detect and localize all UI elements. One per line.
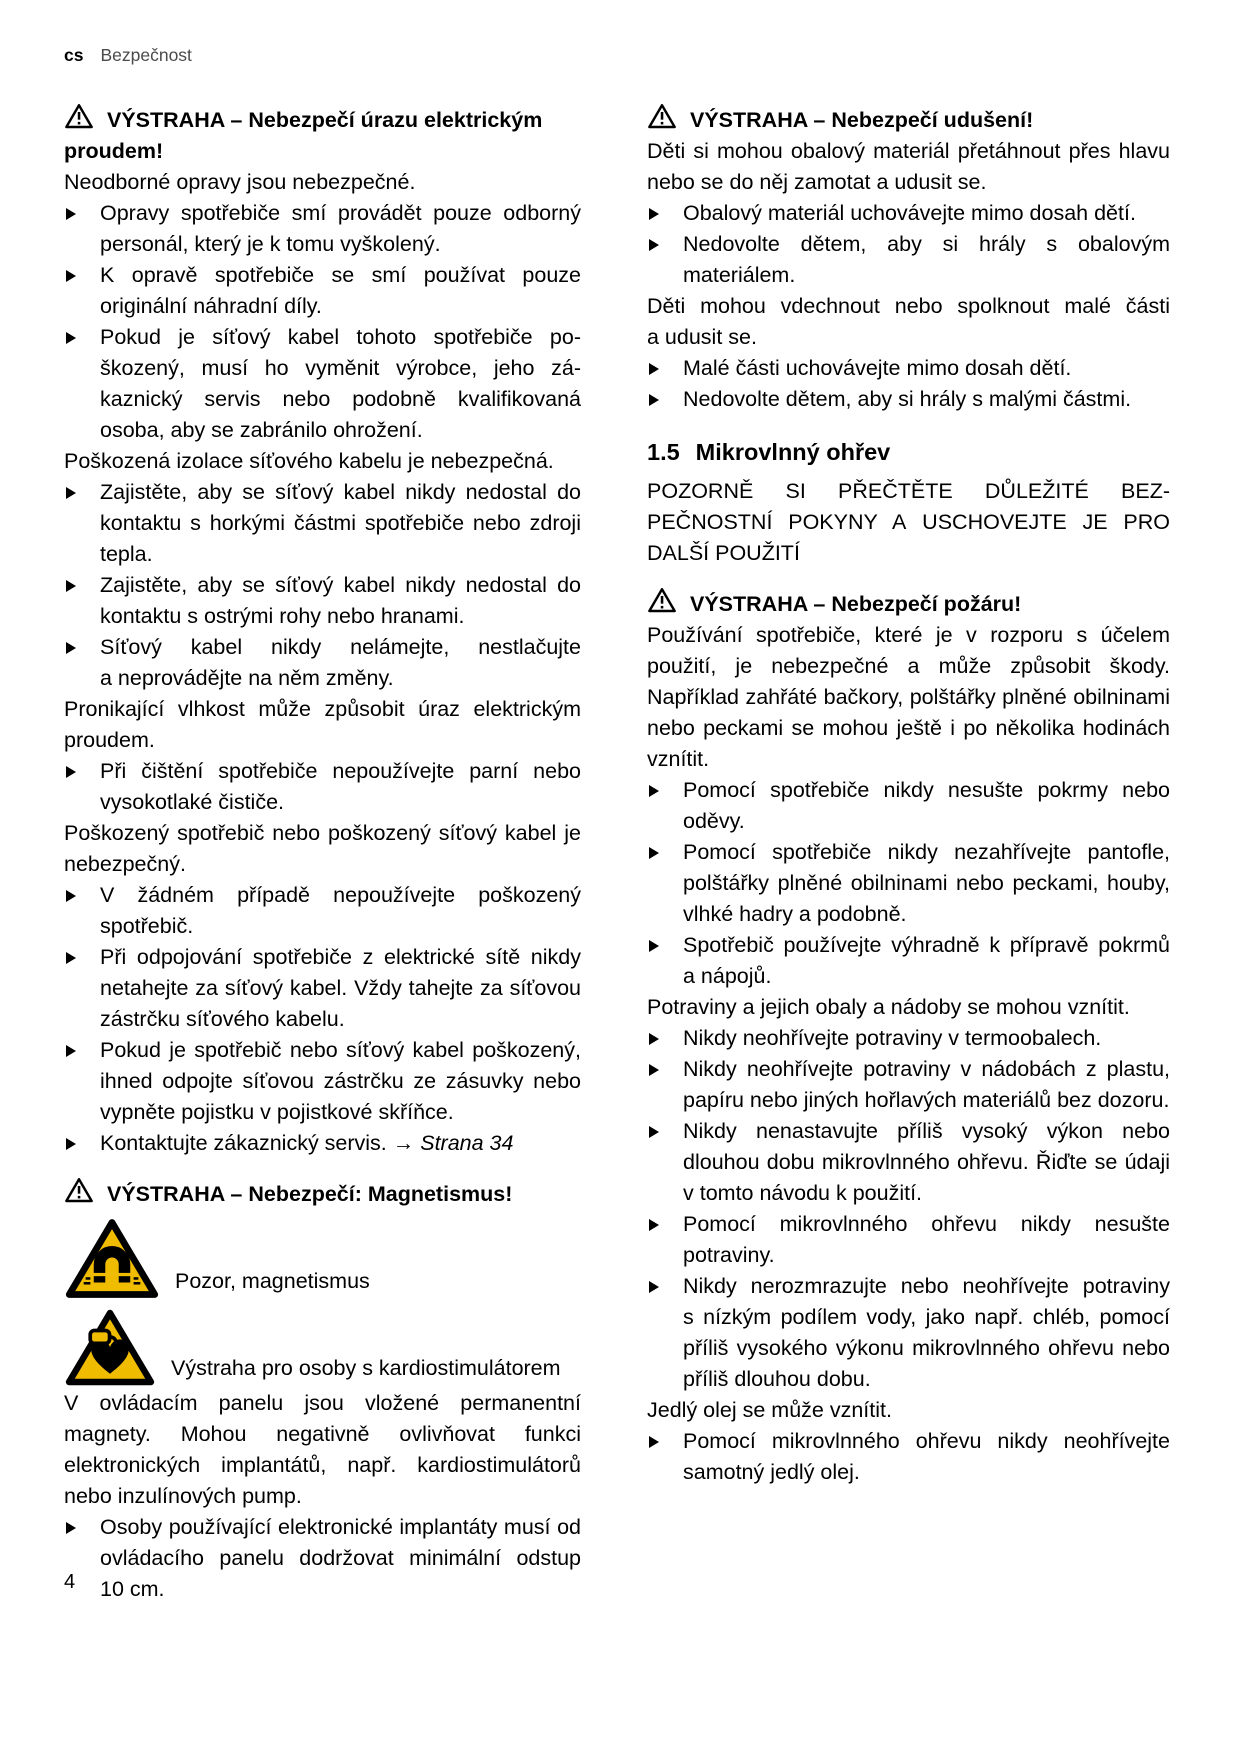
warning-heading: [647, 586, 1170, 620]
bullet-item: [64, 477, 581, 570]
warning-heading-text: VÝSTRAHA – Nebezpečí udušení!: [690, 108, 1034, 132]
bullet-item: [647, 1054, 1170, 1116]
body-paragraph: Děti si mohou obalový materiál přetáhnout přes hlavu nebo se do něj zamotat a udusit se.: [647, 139, 1170, 194]
bullet-item: [64, 1128, 581, 1159]
icon-note-text: Pozor, magnetismus: [175, 1269, 370, 1293]
bullet-text: Nikdy nenastavujte příliš vysoký výkon nebo dlouhou dobu mikrovlnného ohřevu. Řiďte se údaji v tomto návodu k použití.: [683, 1119, 1170, 1205]
warning-heading: [64, 1176, 581, 1210]
bullet-item: [647, 1426, 1170, 1488]
bullet-marker-icon: [649, 1033, 659, 1045]
bullet-marker-icon: [649, 363, 659, 375]
icon-note: [64, 1216, 581, 1301]
warning-heading: [647, 102, 1170, 136]
warning-heading: [64, 102, 581, 167]
bullet-text: Pomocí spotřebiče nikdy nesušte pokrmy nebo oděvy.: [683, 778, 1170, 833]
body-paragraph: V ovládacím panelu jsou vložené permanentní magnety. Mohou negativně ovlivňovat funkci elektronických implantátů, např. kardiostimulátorů nebo inzulínových pump.: [64, 1391, 581, 1508]
bullet-marker-icon: [66, 1522, 76, 1534]
bullet-text: Osoby používající elektronické implantáty musí od ovládacího panelu dodržovat minimální odstup 10 cm.: [100, 1515, 581, 1601]
bullet-item: [64, 632, 581, 694]
column-2: [647, 102, 1170, 1605]
bullet-text: Obalový materiál uchovávejte mimo dosah dětí.: [683, 201, 1136, 225]
bullet-text: Při odpojování spotřebiče z elektrické sítě nikdy netahejte za síťový kabel. Vždy tahejte za síťovou zástrčku síťového kabelu.: [100, 945, 581, 1031]
bullet-marker-icon: [649, 847, 659, 859]
bullet-marker-icon: [66, 270, 76, 282]
bullet-item: [64, 322, 581, 446]
bullet-text: Zajistěte, aby se síťový kabel nikdy nedostal do kontaktu s ostrými rohy nebo hranami.: [100, 573, 581, 628]
bullet-text: Nedovolte dětem, aby si hrály s obalovým materiálem.: [683, 232, 1170, 287]
column-1: [64, 102, 581, 1605]
bullet-item: [647, 198, 1170, 229]
section-heading-text: Mikrovlnný ohřev: [695, 439, 891, 465]
bullet-item: [647, 837, 1170, 930]
bullet-item: [64, 570, 581, 632]
bullet-marker-icon: [649, 785, 659, 797]
bullet-text: Nikdy nerozmrazujte nebo neohřívejte potraviny s nízkým podílem vody, jako např. chléb, pomocí příliš vysokého výkonu mikrovlnného ohřevu nebo příliš dlouhou dobu.: [683, 1274, 1170, 1391]
page-header: [64, 44, 192, 66]
warning-heading-text: VÝSTRAHA – Nebezpečí úrazu elektrickým proudem!: [64, 108, 543, 163]
bullet-marker-icon: [649, 1219, 659, 1231]
bullet-item: [64, 880, 581, 942]
bullet-text: Pokud je síťový kabel tohoto spotřebiče poškozený, musí ho vyměnit výrobce, jeho zákaznický servis nebo podobně kvalifikovaná osoba, aby se zabránilo ohrožení.: [100, 325, 581, 442]
bullet-marker-icon: [66, 952, 76, 964]
bullet-text: Nikdy neohřívejte potraviny v nádobách z plastu, papíru nebo jiných hořlavých materiálů bez dozoru.: [683, 1057, 1170, 1112]
warning-triangle-icon: [647, 586, 677, 620]
bullet-text: Síťový kabel nikdy nelámejte, nestlačujte a neprovádějte na něm změny.: [100, 635, 581, 690]
bullet-item: [647, 1023, 1170, 1054]
page-content: [64, 102, 1170, 1605]
bullet-marker-icon: [649, 1064, 659, 1076]
body-paragraph: Poškozená izolace síťového kabelu je nebezpečná.: [64, 449, 554, 473]
bullet-text: Spotřebič používejte výhradně k přípravě pokrmů a nápojů.: [683, 933, 1170, 988]
bullet-item: [64, 1512, 581, 1605]
page-reference-link[interactable]: → Strana 34: [386, 1131, 514, 1155]
page-number: 4: [64, 1571, 76, 1593]
bullet-item: [64, 1035, 581, 1128]
bullet-text: Pomocí mikrovlnného ohřevu nikdy neohřívejte samotný jedlý olej.: [683, 1429, 1170, 1484]
warning-triangle-icon: [64, 102, 94, 136]
icon-note-text: Výstraha pro osoby s kardiostimulátorem: [171, 1356, 561, 1380]
bullet-text: Opravy spotřebiče smí provádět pouze odborný personál, který je k tomu vyškolený.: [100, 201, 581, 256]
section-heading: [647, 436, 1170, 469]
bullet-text: Nikdy neohřívejte potraviny v termoobalech.: [683, 1026, 1102, 1050]
warning-heading-text: VÝSTRAHA – Nebezpečí požáru!: [690, 592, 1022, 616]
warning-heading-text: VÝSTRAHA – Nebezpečí: Magnetismus!: [107, 1182, 513, 1206]
bullet-item: [647, 353, 1170, 384]
bullet-marker-icon: [649, 940, 659, 952]
body-paragraph: POZORNĚ SI PŘEČTĚTE DŮLEŽITÉ BEZPEČNOSTNÍ POKYNY A USCHOVEJTE JE PRO DALŠÍ POUŽITÍ: [647, 479, 1170, 565]
bullet-marker-icon: [66, 332, 76, 344]
bullet-item: [647, 1209, 1170, 1271]
bullet-marker-icon: [649, 1126, 659, 1138]
bullet-marker-icon: [66, 487, 76, 499]
body-paragraph: Pronikající vlhkost může způsobit úraz elektrickým proudem.: [64, 697, 581, 752]
bullet-text: Kontaktujte zákaznický servis. → Strana 34: [100, 1131, 514, 1155]
bullet-item: [647, 229, 1170, 291]
bullet-item: [64, 942, 581, 1035]
magnet-warning-icon: [64, 1216, 160, 1301]
bullet-marker-icon: [66, 766, 76, 778]
bullet-marker-icon: [66, 890, 76, 902]
body-paragraph: Neodborné opravy jsou nebezpečné.: [64, 170, 416, 194]
bullet-item: [647, 1271, 1170, 1395]
section-number: 1.5: [647, 439, 680, 465]
bullet-item: [64, 756, 581, 818]
body-paragraph: Děti mohou vdechnout nebo spolknout malé části a udusit se.: [647, 294, 1170, 349]
icon-note: [64, 1307, 581, 1388]
language-code: cs: [64, 45, 84, 65]
bullet-marker-icon: [649, 394, 659, 406]
bullet-text: Zajistěte, aby se síťový kabel nikdy nedostal do kontaktu s horkými částmi spotřebiče nebo zdroji tepla.: [100, 480, 581, 566]
bullet-item: [647, 384, 1170, 415]
bullet-item: [647, 1116, 1170, 1209]
bullet-marker-icon: [66, 208, 76, 220]
bullet-marker-icon: [649, 1436, 659, 1448]
bullet-text: Nedovolte dětem, aby si hrály s malými částmi.: [683, 387, 1132, 411]
bullet-item: [647, 930, 1170, 992]
bullet-text: Pokud je spotřebič nebo síťový kabel poškozený, ihned odpojte síťovou zástrčku ze zásuvky nebo vypněte pojistku v pojistkové skříňce.: [100, 1038, 581, 1124]
bullet-text: Pomocí mikrovlnného ohřevu nikdy nesušte potraviny.: [683, 1212, 1170, 1267]
bullet-marker-icon: [649, 208, 659, 220]
bullet-item: [64, 260, 581, 322]
bullet-marker-icon: [66, 580, 76, 592]
bullet-marker-icon: [649, 1281, 659, 1293]
bullet-text: K opravě spotřebiče se smí používat pouze originální náhradní díly.: [100, 263, 581, 318]
pacemaker-warning-icon: [64, 1307, 156, 1388]
body-paragraph: Potraviny a jejich obaly a nádoby se mohou vznítit.: [647, 995, 1130, 1019]
chapter-title: Bezpečnost: [100, 45, 192, 65]
bullet-item: [64, 198, 581, 260]
body-paragraph: Poškozený spotřebič nebo poškozený síťový kabel je nebezpečný.: [64, 821, 581, 876]
bullet-text: Pomocí spotřebiče nikdy nezahřívejte pantofle, polštářky plněné obilninami nebo peckami, houby, vlhké hadry a podobně.: [683, 840, 1170, 926]
body-paragraph: Používání spotřebiče, které je v rozporu s účelem použití, je nebezpečné a může způsobit škody. Například zahřáté bačkory, polštářky plněné obilninami nebo peckami se mohou ještě i po několika hodinách vznítit.: [647, 623, 1170, 771]
bullet-item: [647, 775, 1170, 837]
warning-triangle-icon: [647, 102, 677, 136]
bullet-marker-icon: [66, 1138, 76, 1150]
bullet-marker-icon: [66, 642, 76, 654]
bullet-text: Při čištění spotřebiče nepoužívejte parní nebo vysokotlaké čističe.: [100, 759, 581, 814]
bullet-marker-icon: [66, 1045, 76, 1057]
warning-triangle-icon: [64, 1176, 94, 1210]
bullet-marker-icon: [649, 239, 659, 251]
bullet-text: Malé části uchovávejte mimo dosah dětí.: [683, 356, 1072, 380]
body-paragraph: Jedlý olej se může vznítit.: [647, 1398, 892, 1422]
bullet-text: V žádném případě nepoužívejte poškozený spotřebič.: [100, 883, 581, 938]
